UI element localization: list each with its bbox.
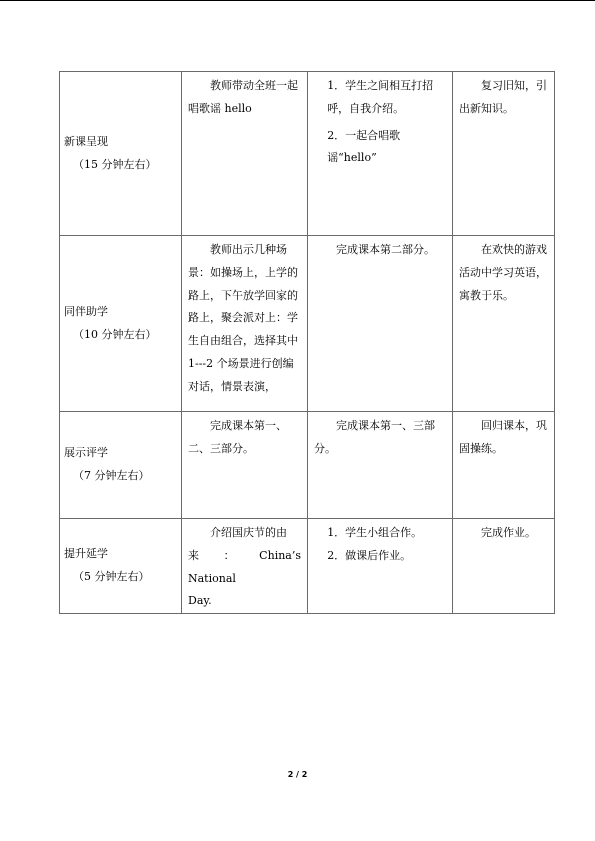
teacher-activity-text: 教师出示几种场景：如操场上，上学的路上，下午放学回家的路上，聚会派对上：学生自由组合，选择其中 1---2 个场景进行创编对话，情景表演， (188, 243, 298, 393)
student-activity-item: 1．学生之间相互打招呼，自我介绍。 (327, 79, 434, 115)
stage-cell (60, 236, 182, 412)
teacher-activity-line: Day. (188, 594, 212, 608)
table-row (60, 412, 555, 519)
stage-name: 展示评学 (64, 446, 108, 460)
student-activity-item: 完成课本第一、三部分。 (314, 419, 435, 455)
teacher-activity-cell (182, 412, 308, 519)
page-number: 2 / 2 (287, 770, 308, 779)
stage-cell (60, 412, 182, 519)
stage-duration: （5 分钟左右） (73, 570, 150, 584)
stage-name: 新课呈现 (64, 134, 108, 148)
stage-name: 提升延学 (64, 547, 108, 561)
purpose-cell (453, 236, 555, 412)
header-rule (0, 0, 595, 1)
purpose-text: 回归课本，巩固操练。 (459, 419, 547, 455)
table-row (60, 236, 555, 412)
lesson-plan-table (59, 71, 555, 614)
teacher-activity-line: 来：China’s National (188, 548, 301, 585)
purpose-text: 在欢快的游戏活动中学习英语，寓教于乐。 (459, 243, 547, 302)
table-row (60, 519, 555, 614)
student-activity-cell (308, 236, 453, 412)
purpose-text: 复习旧知，引出新知识。 (459, 79, 547, 115)
student-activity-cell (308, 412, 453, 519)
teacher-activity-text: 教师带动全班一起唱歌谣 hello (188, 79, 298, 115)
student-activity-item: 完成课本第二部分。 (336, 243, 435, 256)
purpose-cell (453, 412, 555, 519)
teacher-activity-line: 介绍国庆节的由 (210, 526, 287, 539)
stage-duration: （7 分钟左右） (73, 469, 150, 482)
stage-cell (60, 519, 182, 614)
stage-duration: （15 分钟左右） (73, 157, 157, 171)
purpose-cell (453, 519, 555, 614)
table-row (60, 72, 555, 236)
student-activity-cell (308, 519, 453, 614)
teacher-activity-cell (182, 72, 308, 236)
student-activity-item: 1．学生小组合作。 (327, 526, 423, 539)
purpose-cell (453, 72, 555, 236)
stage-duration: （10 分钟左右） (73, 327, 157, 341)
stage-name: 同伴助学 (64, 304, 108, 318)
student-activity-item: 2．一起合唱歌谣“hello” (327, 128, 401, 165)
teacher-activity-cell (182, 236, 308, 412)
student-activity-item: 2．做课后作业。 (327, 548, 412, 562)
stage-cell (60, 72, 182, 236)
teacher-activity-cell (182, 519, 308, 614)
student-activity-cell (308, 72, 453, 236)
teacher-activity-text: 完成课本第一、二、三部分。 (188, 419, 287, 455)
purpose-text: 完成作业。 (481, 526, 536, 539)
